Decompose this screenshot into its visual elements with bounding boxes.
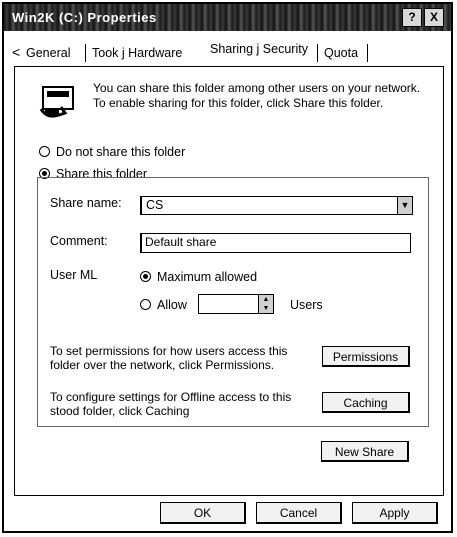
- share-settings-group: [37, 177, 429, 427]
- do-not-share-label: Do not share this folder: [56, 145, 186, 159]
- user-limit-label: User ML: [50, 268, 98, 282]
- caching-description: To configure settings for Offline access to this stood folder, click Caching: [50, 390, 292, 418]
- window-title: Win2K (C:) Properties: [12, 10, 157, 25]
- permissions-button[interactable]: Permissions: [322, 346, 410, 367]
- comment-label: Comment:: [50, 234, 108, 248]
- allow-label: Allow: [157, 298, 187, 312]
- apply-button[interactable]: Apply: [352, 502, 438, 524]
- sharing-intro-text: You can share this folder among other users on your network. To enable sharing for this folder, click Share this folder.: [93, 81, 421, 110]
- share-name-value: CS: [146, 198, 164, 212]
- radio-on-icon: [140, 271, 151, 282]
- allow-radio[interactable]: [140, 298, 187, 312]
- tab-tools-hardware[interactable]: Took j Hardware: [92, 46, 183, 60]
- radio-off-icon: [140, 299, 151, 310]
- comment-value: Default share: [145, 235, 217, 249]
- users-label: Users: [290, 298, 323, 312]
- caching-button[interactable]: Caching: [322, 392, 410, 413]
- maximum-allowed-radio[interactable]: [140, 270, 257, 284]
- tab-scroll-left-icon[interactable]: <: [12, 44, 21, 60]
- tab-strip: [12, 40, 448, 66]
- ok-button[interactable]: OK: [160, 502, 246, 524]
- comment-field[interactable]: [140, 233, 411, 253]
- tab-divider: [85, 44, 86, 62]
- share-name-combo[interactable]: [140, 196, 413, 215]
- spinner-arrows-icon[interactable]: ▲ ▼: [258, 295, 273, 313]
- chevron-down-icon[interactable]: ▼: [397, 197, 412, 214]
- tab-divider: [317, 44, 318, 62]
- share-name-label: Share name:: [50, 196, 122, 210]
- tab-quota[interactable]: Quota: [324, 46, 359, 60]
- title-bar[interactable]: [4, 4, 451, 31]
- sharing-panel: [14, 66, 444, 496]
- close-button[interactable]: X: [424, 8, 444, 27]
- tab-sharing-security[interactable]: Sharing j Security: [210, 42, 308, 56]
- cancel-button[interactable]: Cancel: [256, 502, 342, 524]
- tab-divider: [367, 44, 368, 62]
- new-share-button[interactable]: New Share: [321, 441, 409, 462]
- help-button[interactable]: ?: [402, 8, 422, 27]
- radio-off-icon: [39, 146, 50, 157]
- properties-dialog: [2, 2, 453, 533]
- do-not-share-radio[interactable]: [39, 145, 185, 159]
- user-count-spinner[interactable]: [198, 294, 274, 314]
- maximum-allowed-label: Maximum allowed: [157, 270, 258, 284]
- shared-drive-icon: [37, 79, 85, 121]
- permissions-description: To set permissions for how users access this folder over the network, click Permissions.: [50, 344, 288, 372]
- tab-general[interactable]: General: [26, 46, 71, 60]
- share-this-folder-label: Share this folder: [56, 167, 148, 181]
